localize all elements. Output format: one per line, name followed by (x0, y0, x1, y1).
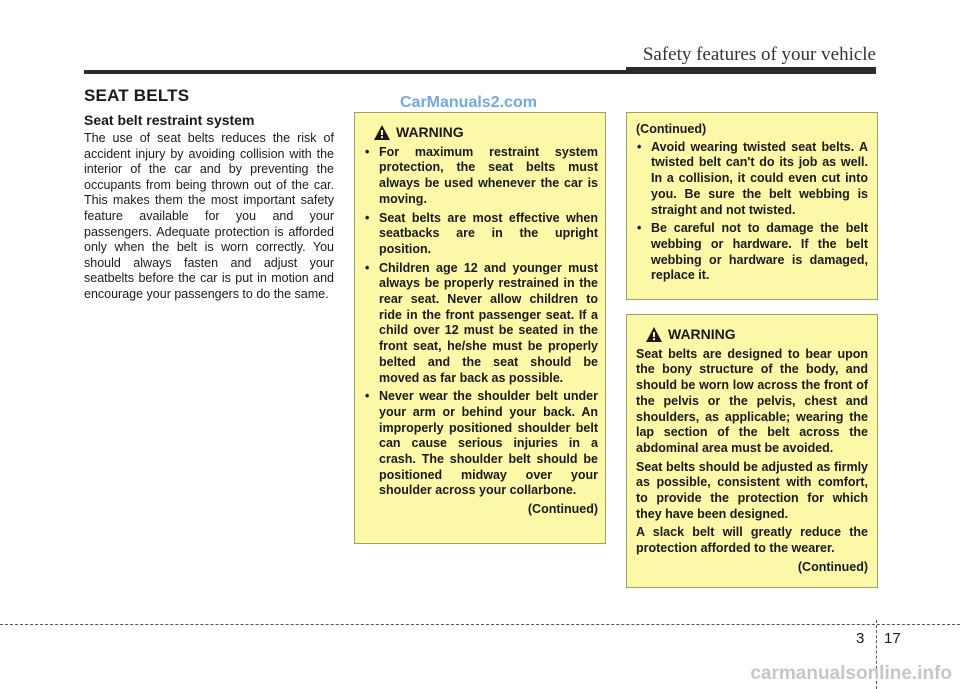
warning-paragraph: A slack belt will greatly reduce the protection afforded to the wearer. (636, 525, 868, 556)
footer-rule (0, 624, 960, 625)
section-heading: SEAT BELTS (84, 86, 190, 105)
warning-icon (646, 327, 662, 342)
continued-label: (Continued) (527, 502, 598, 517)
subsection-body: The use of seat belts reduces the risk of accident injury by avoiding collision with the interior of the car and by preventing the occupants from being thrown out of the car. This makes them the most important safety feature available for you and your passengers. Adequate protection is afforded only when the belt is worn correctly. You should always fasten and adjust your seatbelts before the car is put in motion and encourage your passengers to do the same. (84, 131, 334, 301)
list-item: • Avoid wearing twisted seat belts. A twisted belt can't do its job as well. In a collision, it could even cut into you. Be sure the belt webbing is straight and not twisted. (636, 140, 868, 219)
continued-label: (Continued) (797, 559, 868, 574)
footer-watermark[interactable]: carmanualsonline.info (750, 663, 952, 684)
warning-paragraph: Seat belts are designed to bear upon the bony structure of the body, and should be worn low across the front of the pelvis or the pelvis, chest and shoulders, as applicable; wearing the lap section of the belt across the abdominal area must be avoided. (636, 346, 868, 455)
warning-box-2 (626, 314, 878, 588)
page-number: 17 (884, 630, 901, 647)
list-item: • Seat belts are most effective when seatbacks are in the upright position. (364, 211, 598, 258)
continued-lead: (Continued) (636, 122, 707, 136)
list-item: • Be careful not to damage the belt webbing or hardware. If the belt webbing or hardware is damaged, replace it. (636, 221, 868, 284)
warning-header (646, 327, 868, 343)
list-item: • Never wear the shoulder belt under your arm or behind your back. An improperly positioned shoulder belt can cause serious injuries in a crash. The shoulder belt should be positioned midway over your shoulder across your collarbone. (364, 389, 598, 499)
header-title: Safety features of your vehicle (642, 44, 876, 65)
warning-paragraph: Seat belts should be adjusted as firmly as possible, consistent with comfort, to provide the protection for which they have been designed. (636, 459, 868, 521)
list-item: • For maximum restraint system protection, the seat belts must always be used whenever the car is moving. (364, 145, 598, 208)
continued-list (636, 140, 868, 284)
warning-title: WARNING (668, 326, 736, 342)
header-rule (84, 70, 876, 74)
page-chapter: 3 (856, 630, 865, 647)
warning-box-1 (354, 112, 606, 544)
list-item: • Children age 12 and younger must always be properly restrained in the rear seat. Never allow children to ride in the front passenger seat. If a child over 12 must be seated in the front seat, he/she must be properly belted and the seat should be moved as far back as possible. (364, 261, 598, 387)
warning-icon (374, 125, 390, 140)
warning-list (364, 145, 598, 499)
warning-title: WARNING (396, 124, 464, 140)
warning-header (374, 125, 598, 141)
subsection-heading: Seat belt restraint system (84, 112, 255, 128)
continued-box (626, 112, 878, 300)
watermark[interactable]: CarManuals2.com (400, 94, 537, 111)
